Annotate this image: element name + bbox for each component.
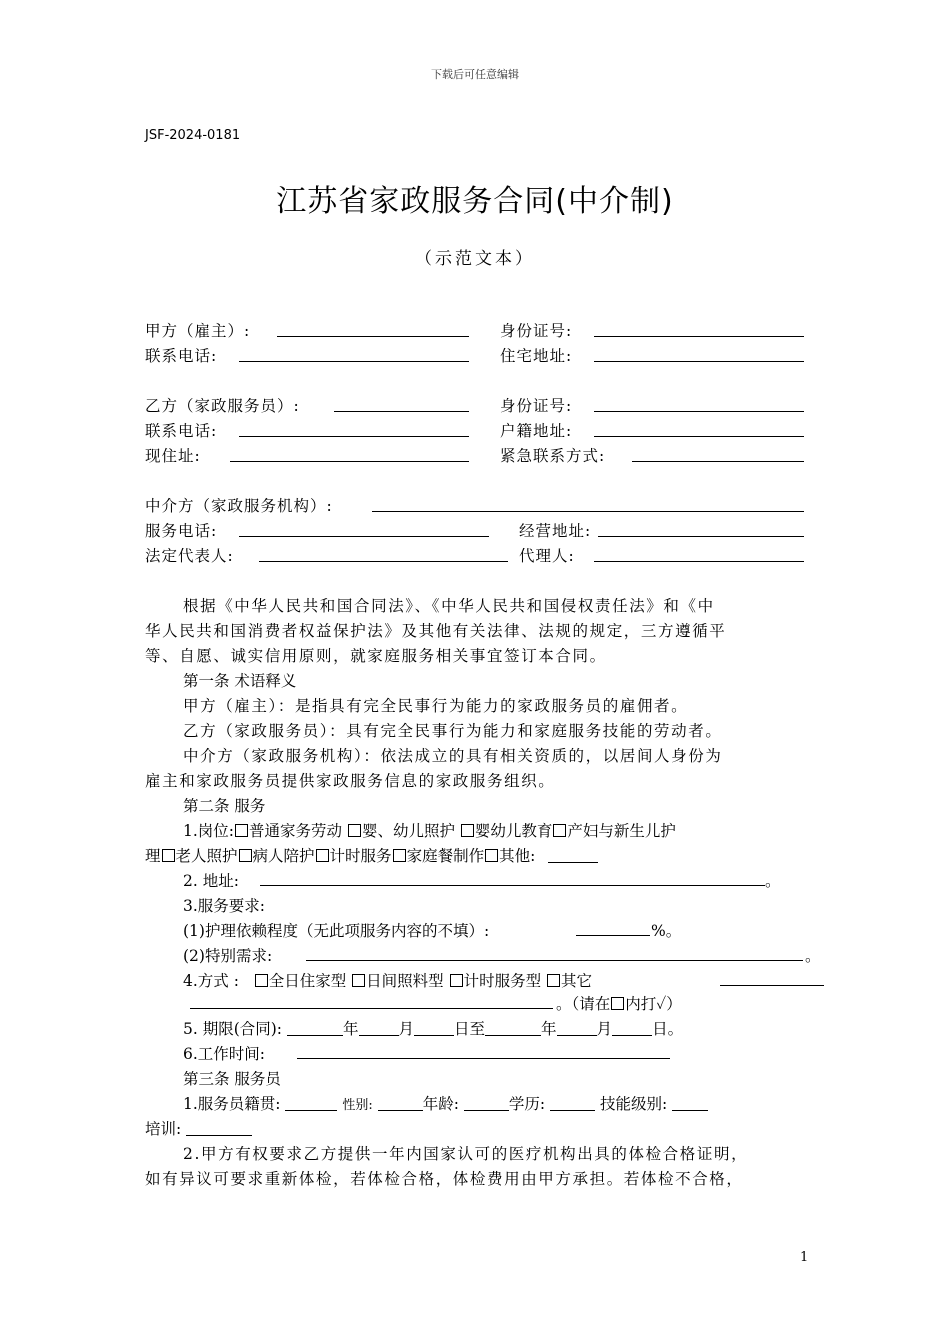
worker-phone-label: 联系电话: xyxy=(145,422,218,440)
worker-emergency-field[interactable] xyxy=(632,461,804,462)
term-line xyxy=(183,1017,683,1039)
position-line-1 xyxy=(183,819,676,841)
option-maternity-label: 产妇与新生儿护 xyxy=(567,822,676,840)
training-line xyxy=(145,1117,252,1139)
mode-line xyxy=(183,969,592,991)
agency-address-field[interactable] xyxy=(598,536,804,537)
employer-residence-field[interactable] xyxy=(594,361,804,362)
legal-rep-label: 法定代表人: xyxy=(145,547,234,565)
skill-field[interactable] xyxy=(672,1110,708,1111)
header-note: 下载后可任意编辑 xyxy=(431,68,519,81)
mode-label: 4.方式 : xyxy=(183,972,239,990)
skill-label: 技能级别: xyxy=(600,1095,668,1113)
training-field[interactable] xyxy=(186,1135,252,1136)
training-label: 培训: xyxy=(145,1120,182,1138)
position-other-field[interactable] xyxy=(548,862,598,863)
special-needs-field[interactable] xyxy=(306,960,803,961)
term-start-month-field[interactable] xyxy=(359,1035,399,1036)
address-period: 。 xyxy=(765,872,781,890)
requirements-label: 3.服务要求: xyxy=(183,897,266,915)
worker-hukou-field[interactable] xyxy=(594,436,804,437)
worker-name-field[interactable] xyxy=(334,411,469,412)
term-day-to-label: 日至 xyxy=(454,1020,486,1038)
agent-field[interactable] xyxy=(594,561,804,562)
employer-phone-label: 联系电话: xyxy=(145,347,218,365)
definition-agency-1: 中介方（家政服务机构）：依法成立的具有相关资质的，以居间人身份为 xyxy=(183,747,723,765)
term-label: 5. 期限(合同): xyxy=(183,1020,283,1038)
work-time-field[interactable] xyxy=(297,1058,670,1059)
checkbox-mode-other[interactable] xyxy=(547,974,560,987)
term-end-year-label: 年 xyxy=(541,1020,557,1038)
term-start-day-field[interactable] xyxy=(414,1035,454,1036)
worker-id-label: 身份证号: xyxy=(500,397,573,415)
preamble-line-1: 根据《中华人民共和国合同法》、《中华人民共和国侵权责任法》和《中 xyxy=(183,597,715,615)
employer-residence-label: 住宅地址: xyxy=(500,347,573,365)
mode-note-prefix: 。（请在 xyxy=(556,995,611,1013)
education-field[interactable] xyxy=(550,1110,595,1111)
worker-id-field[interactable] xyxy=(594,411,804,412)
worker-label: 乙方（家政服务员）: xyxy=(145,397,300,415)
special-needs-period: 。 xyxy=(805,947,821,965)
gender-label: 性别: xyxy=(342,1098,373,1113)
care-level-label: (1)护理依赖程度（无此项服务内容的不填）: xyxy=(183,922,490,940)
checkbox-elderly-care[interactable] xyxy=(162,849,175,862)
agency-address-label: 经营地址: xyxy=(519,522,592,540)
employer-label: 甲方（雇主）: xyxy=(145,322,251,340)
employer-phone-field[interactable] xyxy=(239,361,469,362)
age-field[interactable] xyxy=(464,1110,509,1111)
employer-id-label: 身份证号: xyxy=(500,322,573,340)
term-end-year-field[interactable] xyxy=(485,1035,541,1036)
document-number: JSF-2024-0181 xyxy=(145,128,241,143)
option-hourly-service-label: 计时服务 xyxy=(329,847,392,865)
page-number: 1 xyxy=(800,1250,809,1265)
checkbox-hourly[interactable] xyxy=(450,974,463,987)
gender-field[interactable] xyxy=(378,1110,423,1111)
option-maternity-cont: 理 xyxy=(145,847,161,865)
worker-current-address-field[interactable] xyxy=(230,461,469,462)
mode-note-suffix: 内打✓） xyxy=(625,995,682,1013)
term-end-day-label: 日。 xyxy=(652,1020,684,1038)
care-level-percent: %。 xyxy=(651,922,682,940)
preamble-line-2: 华人民共和国消费者权益保护法》及其他有关法律、法规的规定，三方遵循平 xyxy=(145,622,727,640)
term-year-label: 年 xyxy=(342,1020,359,1038)
mode-note xyxy=(556,992,682,1014)
article-1-heading: 第一条 术语释义 xyxy=(183,672,297,690)
term-end-month-label: 月 xyxy=(596,1020,613,1038)
health-clause-line-1: 2.甲方有权要求乙方提供一年内国家认可的医疗机构出具的体检合格证明， xyxy=(183,1145,749,1163)
option-patient-care-label: 病人陪护 xyxy=(252,847,315,865)
checkbox-live-in[interactable] xyxy=(255,974,268,987)
term-end-day-field[interactable] xyxy=(612,1035,652,1036)
agency-phone-field[interactable] xyxy=(239,536,489,537)
option-other-label: 其他: xyxy=(499,847,536,865)
checkbox-hourly-service[interactable] xyxy=(316,849,329,862)
health-clause-line-2: 如有异议可要求重新体检，若体检合格，体检费用由甲方承担。若体检不合格， xyxy=(145,1170,744,1188)
worker-info-line xyxy=(183,1092,708,1114)
position-line-2 xyxy=(145,844,598,866)
worker-current-address-label: 现住址: xyxy=(145,447,201,465)
position-prefix: 1.岗位: xyxy=(183,822,235,840)
worker-emergency-label: 紧急联系方式: xyxy=(500,447,606,465)
contract-title: 江苏省家政服务合同(中介制) xyxy=(276,184,674,219)
legal-rep-field[interactable] xyxy=(259,561,508,562)
education-label: 学历: xyxy=(508,1095,546,1113)
checkbox-infant-care[interactable] xyxy=(348,824,361,837)
origin-label: 1.服务员籍贯: xyxy=(183,1095,281,1113)
employer-id-field[interactable] xyxy=(594,336,804,337)
agent-label: 代理人: xyxy=(519,547,575,565)
checkbox-other[interactable] xyxy=(485,849,498,862)
mode-day-care-label: 日间照料型 xyxy=(366,972,449,990)
term-month-label: 月 xyxy=(398,1020,415,1038)
address-label: 2. 地址: xyxy=(183,872,239,890)
work-time-label: 6.工作时间: xyxy=(183,1045,266,1063)
article-3-heading: 第三条 服务员 xyxy=(183,1070,281,1088)
definition-party-a: 甲方（雇主）：是指具有完全民事行为能力的家政服务员的雇佣者。 xyxy=(183,697,689,715)
origin-field[interactable] xyxy=(285,1110,337,1111)
worker-phone-field[interactable] xyxy=(239,436,469,437)
agency-name-field[interactable] xyxy=(372,511,804,512)
option-housework-label: 普通家务劳动 xyxy=(249,822,347,840)
option-home-meal-label: 家庭餐制作 xyxy=(406,847,485,865)
option-infant-education-label: 婴幼儿教育 xyxy=(474,822,553,840)
checkbox-home-meal[interactable] xyxy=(393,849,406,862)
definition-agency-2: 雇主和家政服务员提供家政服务信息的家政服务组织。 xyxy=(145,772,556,790)
option-elderly-care-label: 老人照护 xyxy=(175,847,238,865)
worker-hukou-label: 户籍地址: xyxy=(500,422,573,440)
service-address-field[interactable] xyxy=(260,885,765,886)
mode-other-label: 其它 xyxy=(561,972,593,990)
agency-label: 中介方（家政服务机构）: xyxy=(145,497,333,515)
contract-subtitle: （示范文本） xyxy=(415,249,535,269)
mode-other-field-cont[interactable] xyxy=(190,1008,553,1009)
checkbox-patient-care[interactable] xyxy=(239,849,252,862)
checkbox-housework[interactable] xyxy=(235,824,248,837)
term-end-month-field[interactable] xyxy=(557,1035,597,1036)
mode-live-in-label: 全日住家型 xyxy=(268,972,352,990)
article-2-heading: 第二条 服务 xyxy=(183,797,266,815)
mode-hourly-label: 计时服务型 xyxy=(463,972,547,990)
definition-party-b: 乙方（家政服务员）：具有完全民事行为能力和家庭服务技能的劳动者。 xyxy=(183,722,723,740)
agency-phone-label: 服务电话: xyxy=(145,522,218,540)
mode-other-field[interactable] xyxy=(720,985,824,986)
mode-note-box xyxy=(611,997,624,1010)
checkbox-maternity[interactable] xyxy=(553,824,566,837)
special-needs-label: (2)特别需求: xyxy=(183,947,273,965)
checkbox-infant-education[interactable] xyxy=(461,824,474,837)
checkbox-day-care[interactable] xyxy=(352,974,365,987)
age-label: 年龄: xyxy=(422,1095,459,1113)
employer-name-field[interactable] xyxy=(277,336,469,337)
option-infant-care-label: 婴、幼儿照护 xyxy=(361,822,460,840)
care-level-field[interactable] xyxy=(576,935,650,936)
preamble-line-3: 等、自愿、诚实信用原则，就家庭服务相关事宜签订本合同。 xyxy=(145,647,607,665)
term-start-year-field[interactable] xyxy=(287,1035,343,1036)
